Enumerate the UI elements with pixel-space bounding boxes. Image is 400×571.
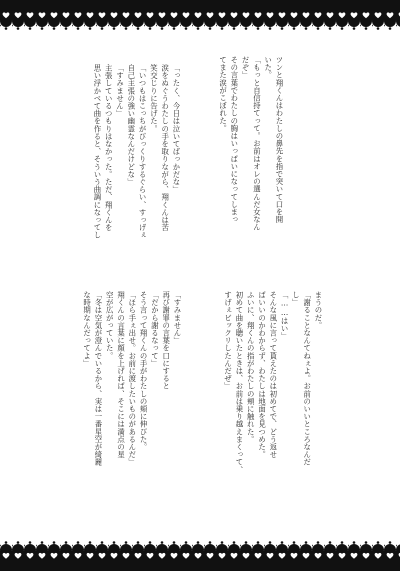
paragraph-bottom-right: まうのだ。 「謝ることなんてねぇよ。お前のいいところなんだ し」 「……はい」 そんな風に言って貰えたのは初めてで、どう返せ ばいいのかわからず、わたしは地面を見つめた。 ふいに、翔くんの指がわたしの頬に触れた。 初めて曲を聴いたときは、お前は乗り越えまくって、 すげぇビックリしたんだぜ」	[223, 291, 323, 474]
lace-border-top-graphic	[0, 0, 400, 34]
lace-border-bottom-graphic	[0, 537, 400, 571]
lace-border-bottom	[0, 537, 400, 571]
paragraph-top-left: 「ったく、今日は泣いてばっかだな」 涙をぬぐうわたしの手を取りながら、翔くんは苦 笑交じりに告げた。 「いつもはこっちがびっくりするぐらい、すっげぇ 自己主張の強い幽霊なんだけどな」 「すみません」 主張しているつもりはなかった。ただ、翔くんを 思い浮かべて曲を作ると、そういう曲調になってし	[92, 64, 181, 239]
lace-border-top	[0, 0, 400, 34]
paragraph-bottom-left: 「すみません」 再び謝罪の言葉を口にすると 「だから謝るなって」 そう言って翔くんの手がわたしの頬に伸びた。 「ほら手ぇ出せ。お前に渡したいものがあるんだ」 翔くんの言葉に顔を上げれば、そこには満点の星 空が広がっていた。 「冬は空気が澄んでいるから、実は一番星空が綺麗 な時期なんだってよ」	[82, 291, 182, 466]
paragraph-top-right: ツンと翔くんはわたしの鼻先を指で突いて口を開 いた。 「もっと自信持てって。お前はオレの選んだ女なん だぞ」 その言葉でわたしの胸はいっぱいになってしまっ てまた涙がこぼれた。	[218, 56, 284, 231]
